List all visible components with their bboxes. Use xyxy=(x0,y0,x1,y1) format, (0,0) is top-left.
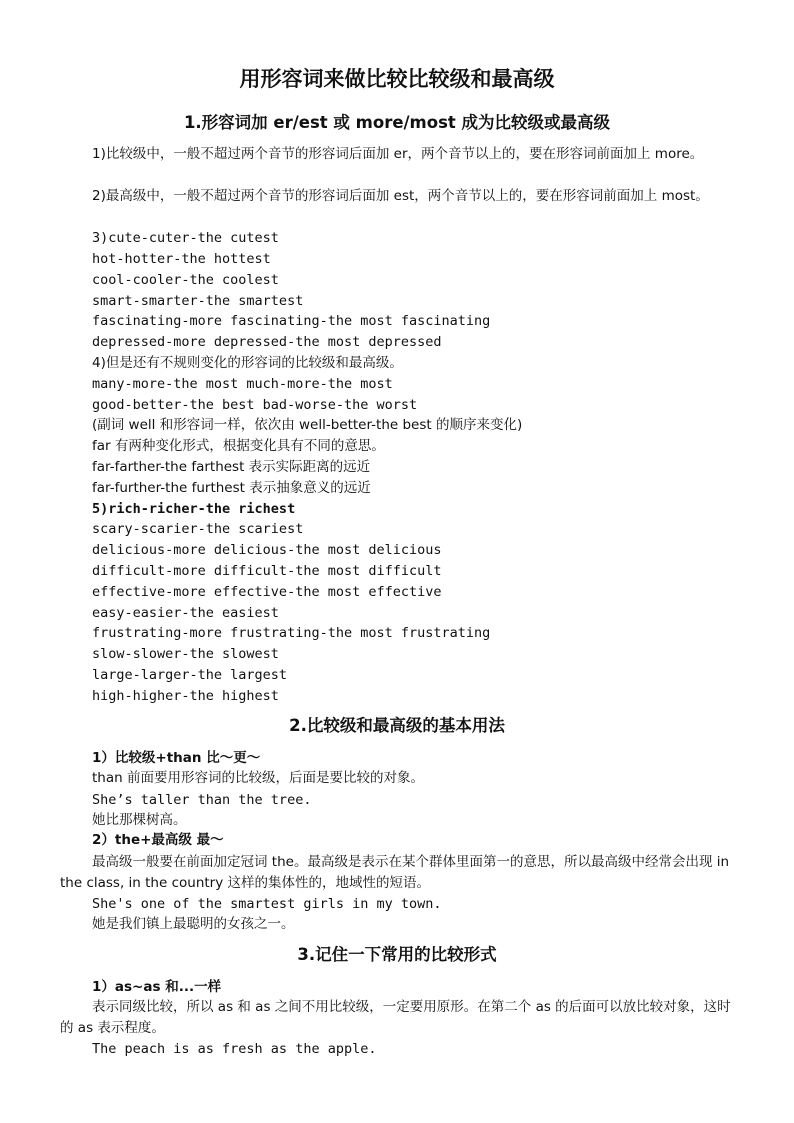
list-item: fascinating-more fascinating-the most fascinating xyxy=(92,313,491,329)
example-sentence: She's one of the smartest girls in my town. xyxy=(92,896,442,912)
list-item: effective-more effective-the most effective xyxy=(92,584,442,600)
list-item: far-farther-the farthest 表示实际距离的远近 xyxy=(92,459,371,475)
list-item: depressed-more depressed-the most depressed xyxy=(92,334,442,350)
list-item: far 有两种变化形式，根据变化具有不同的意思。 xyxy=(92,438,385,454)
section-1-heading: 1.形容词加 er/est 或 more/most 成为比较级或最高级 xyxy=(183,113,611,132)
list-item: far-further-the furthest 表示抽象意义的远近 xyxy=(92,480,371,496)
list-item: (副词 well 和形容词一样，依次由 well-better-the best 的顺序来变化) xyxy=(92,417,523,433)
list-item: than 前面要用形容词的比较级，后面是要比较的对象。 xyxy=(92,770,424,786)
list-item: large-larger-the largest xyxy=(92,667,288,683)
list-item: scary-scarier-the scariest xyxy=(92,521,304,537)
list-item: frustrating-more frustrating-the most frustrating xyxy=(92,625,491,641)
section-3-heading: 3.记住一下常用的比较形式 xyxy=(297,945,497,964)
subheading: 1）as~as 和...一样 xyxy=(92,979,222,995)
list-item: 3)cute-cuter-the cutest xyxy=(92,230,279,246)
example-sentence: The peach is as fresh as the apple. xyxy=(92,1041,377,1057)
example-translation: 她是我们镇上最聪明的女孩之一。 xyxy=(92,916,295,932)
paragraph: 最高级一般要在前面加定冠词 the。最高级是表示在某个群体里面第一的意思，所以最高级中经常会出现 in the class, in the country 这样的集体性的，地域性的短语。 xyxy=(60,854,730,891)
example-sentence: She’s taller than the tree. xyxy=(92,792,312,808)
paragraph: 2)最高级中，一般不超过两个音节的形容词后面加 est，两个音节以上的，要在形容词前面加上 most。 xyxy=(92,188,709,204)
section-2-heading: 2.比较级和最高级的基本用法 xyxy=(289,716,505,735)
list-item: hot-hotter-the hottest xyxy=(92,251,271,267)
list-item: high-higher-the highest xyxy=(92,688,279,704)
list-item: good-better-the best bad-worse-the worst xyxy=(92,397,418,413)
list-item: many-more-the most much-more-the most xyxy=(92,376,393,392)
paragraph: 1)比较级中，一般不超过两个音节的形容词后面加 er，两个音节以上的，要在形容词前面加上 more。 xyxy=(92,146,704,162)
list-item: smart-smarter-the smartest xyxy=(92,293,304,309)
subheading: 2）the+最高级 最～ xyxy=(92,832,224,848)
list-item: cool-cooler-the coolest xyxy=(92,272,279,288)
list-item: delicious-more delicious-the most delicious xyxy=(92,542,442,558)
subheading: 1）比较级+than 比～更～ xyxy=(92,750,261,766)
example-translation: 她比那棵树高。 xyxy=(92,812,187,828)
list-item: 5)rich-richer-the richest xyxy=(92,501,296,517)
list-item: easy-easier-the easiest xyxy=(92,605,279,621)
list-item: slow-slower-the slowest xyxy=(92,646,279,662)
document-title: 用形容词来做比较比较级和最高级 xyxy=(239,67,555,91)
list-item: 4)但是还有不规则变化的形容词的比较级和最高级。 xyxy=(92,355,403,371)
list-item: difficult-more difficult-the most difficult xyxy=(92,563,442,579)
paragraph: 表示同级比较，所以 as 和 as 之间不用比较级，一定要用原形。在第二个 as 的后面可以放比较对象，这时的 as 表示程度。 xyxy=(60,999,731,1036)
